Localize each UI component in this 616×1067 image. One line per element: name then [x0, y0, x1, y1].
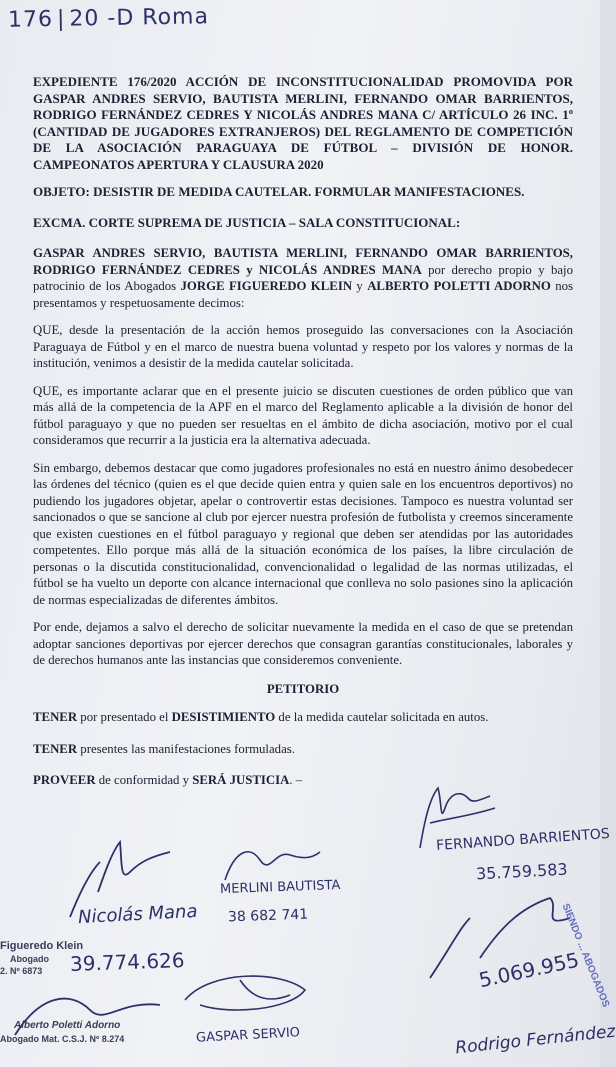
note-year: 20 — [69, 6, 100, 32]
request-1-text: por presentado el — [77, 710, 172, 724]
request-3-tail: . – — [289, 773, 303, 787]
signature-barrientos-name: FERNANDO BARRIENTOS — [435, 825, 611, 855]
signature-fernandez-name: Rodrigo Fernández — [454, 1021, 616, 1059]
case-heading: EXPEDIENTE 176/2020 ACCIÓN DE INCONSTITUCIONALIDAD PROMOVIDA POR GASPAR ANDRES SERVIO, BAUTISTA MERLINI, FERNANDO OMAR BARRIENTOS, RODRIGO FERNÁNDEZ CEDRES Y NICOLÁS ANDRES MANA C/ ARTÍCULO 26 INC. 1º (CANTIDAD DE JUGADORES EXTRANJEROS) DEL REGLAMENTO DE COMPETICIÓN DE LA ASOCIACIÓN PARAGUAYA DE FÚTBOL – DIVISIÓN DE HONOR. CAMPEONATOS APERTURA Y CLAUSURA 2020 — [33, 74, 573, 172]
paragraph-que-2: QUE, es importante aclarar que en el presente juicio se discuten cuestiones de orden público que van más allá de la competencia de la APF en el marco del Reglamento aplicable a la división de honor del fútbol paraguayo y que no pueden ser resueltas en el ámbito de dicha asociación, motivo por el cual consideramos que recurrir a la justicia era la alternativa adecuada. — [33, 383, 573, 447]
signature-mana-id: 39.774.626 — [69, 948, 185, 976]
lawyer-stamp: SIENDO ... ABOGADOS — [559, 902, 612, 1009]
parties-names: GASPAR ANDRES SERVIO, BAUTISTA MERLINI, FERNANDO OMAR BARRIENTOS, RODRIGO FERNÁNDEZ CEDRES y NICOLÁS ANDRES MANA — [33, 246, 573, 277]
typed-poletti-reg: Abogado Mat. C.S.J. Nº 8.274 — [0, 1034, 125, 1044]
request-1-bold: DESISTIMIENTO — [171, 710, 276, 724]
intro-text-1: por derecho propio y bajo patrocinio de los Abogados — [33, 262, 573, 293]
signature-fernandez-id: 5.069.955 — [476, 947, 582, 993]
note-arrow-target: -D Roma — [107, 4, 210, 32]
intro-paragraph — [33, 245, 573, 311]
signature-merlini-name: MERLINI BAUTISTA — [219, 877, 341, 898]
request-3-text: de conformidad y — [95, 773, 193, 787]
request-1-lead: TENER — [33, 710, 78, 724]
request-3-lead: PROVEER — [33, 773, 96, 787]
note-separator: | — [56, 6, 66, 32]
objeto-line: OBJETO: DESISTIR DE MEDIDA CAUTELAR. FORMULAR MANIFESTACIONES. — [33, 184, 525, 199]
lawyer-1: JORGE FIGUEREDO KLEIN — [180, 279, 353, 293]
signature-merlini-id: 38 682 741 — [227, 906, 309, 926]
paragraph-que-1: QUE, desde la presentación de la acción hemos proseguido las conversaciones con la Asociación Paraguaya de Fútbol y en el marco de nuestra buena voluntad y respeto por los valores y normas de la institución, venimos a desistir de la medida cautelar solicitada. — [33, 323, 573, 370]
typed-figueredo-reg: 2. Nº 6873 — [0, 966, 43, 976]
request-1-tail: de la medida cautelar solicitada en autos. — [275, 710, 489, 724]
typed-poletti-name: Alberto Poletti Adorno — [14, 1020, 121, 1031]
paragraph-por-ende: Por ende, dejamos a salvo el derecho de solicitar nuevamente la medida en el caso de que se pretendan adoptar sanciones deportivas por ejercer derechos que consagran garantías constitucionales, laborales y de derechos humanos ante las instancias que consideremos conveniente. — [33, 620, 573, 667]
intro-text-3: nos presentamos y respetuosamente decimos: — [33, 279, 573, 310]
addressee-line: EXCMA. CORTE SUPREMA DE JUSTICIA – SALA CONSTITUCIONAL: — [33, 214, 461, 230]
petitorio-title: PETITORIO — [266, 681, 340, 696]
handwritten-case-note — [8, 4, 209, 33]
paragraph-sin-embargo: Sin embargo, debemos destacar que como jugadores profesionales no está en nuestro ánimo desobedecer las órdenes del técnico (quien es el que decide quien entra y quien sale en los encuentros deportivos) no pudiendo los jugadores objetar, apelar o controvertir estas decisiones. Tampoco es nuestra voluntad ser sancionados o que se sancione al club por ejercer nuestra profesión de futbolista y creemos sinceramente que existen cuestiones en el fútbol paraguayo y regional que deben ser atendidas por las autoridades competentes. Ello porque más allá de la situación económica de los países, la libre circulación de personas o la discutida constitucionalidad, convencionalidad o legalidad de las normas utilizadas, el fútbol se ha vuelto un deporte con alcance internacional que conlleva no solo pasiones sino la aplicación de normas especializadas de diferentes ámbitos. — [33, 460, 573, 607]
request-2 — [33, 741, 573, 758]
lawyer-2: ALBERTO POLETTI ADORNO — [367, 279, 551, 293]
typed-figueredo-name: Figueredo Klein — [0, 940, 84, 952]
note-number: 176 — [7, 6, 54, 33]
signature-servio-name: GASPAR SERVIO — [195, 1025, 301, 1046]
request-1 — [33, 709, 573, 726]
signature-barrientos-id: 35.759.583 — [475, 859, 569, 884]
document-body — [33, 74, 573, 804]
signature-scribble-servio — [170, 965, 320, 1025]
typed-figueredo-title: Abogado — [10, 954, 49, 964]
intro-text-2: y — [352, 279, 368, 293]
request-2-lead: TENER — [33, 741, 78, 756]
signature-mana-name: Nicolás Mana — [77, 900, 198, 929]
request-3-bold: SERÁ JUSTICIA — [192, 773, 290, 787]
request-2-text: presentes las manifestaciones formuladas. — [77, 741, 295, 756]
